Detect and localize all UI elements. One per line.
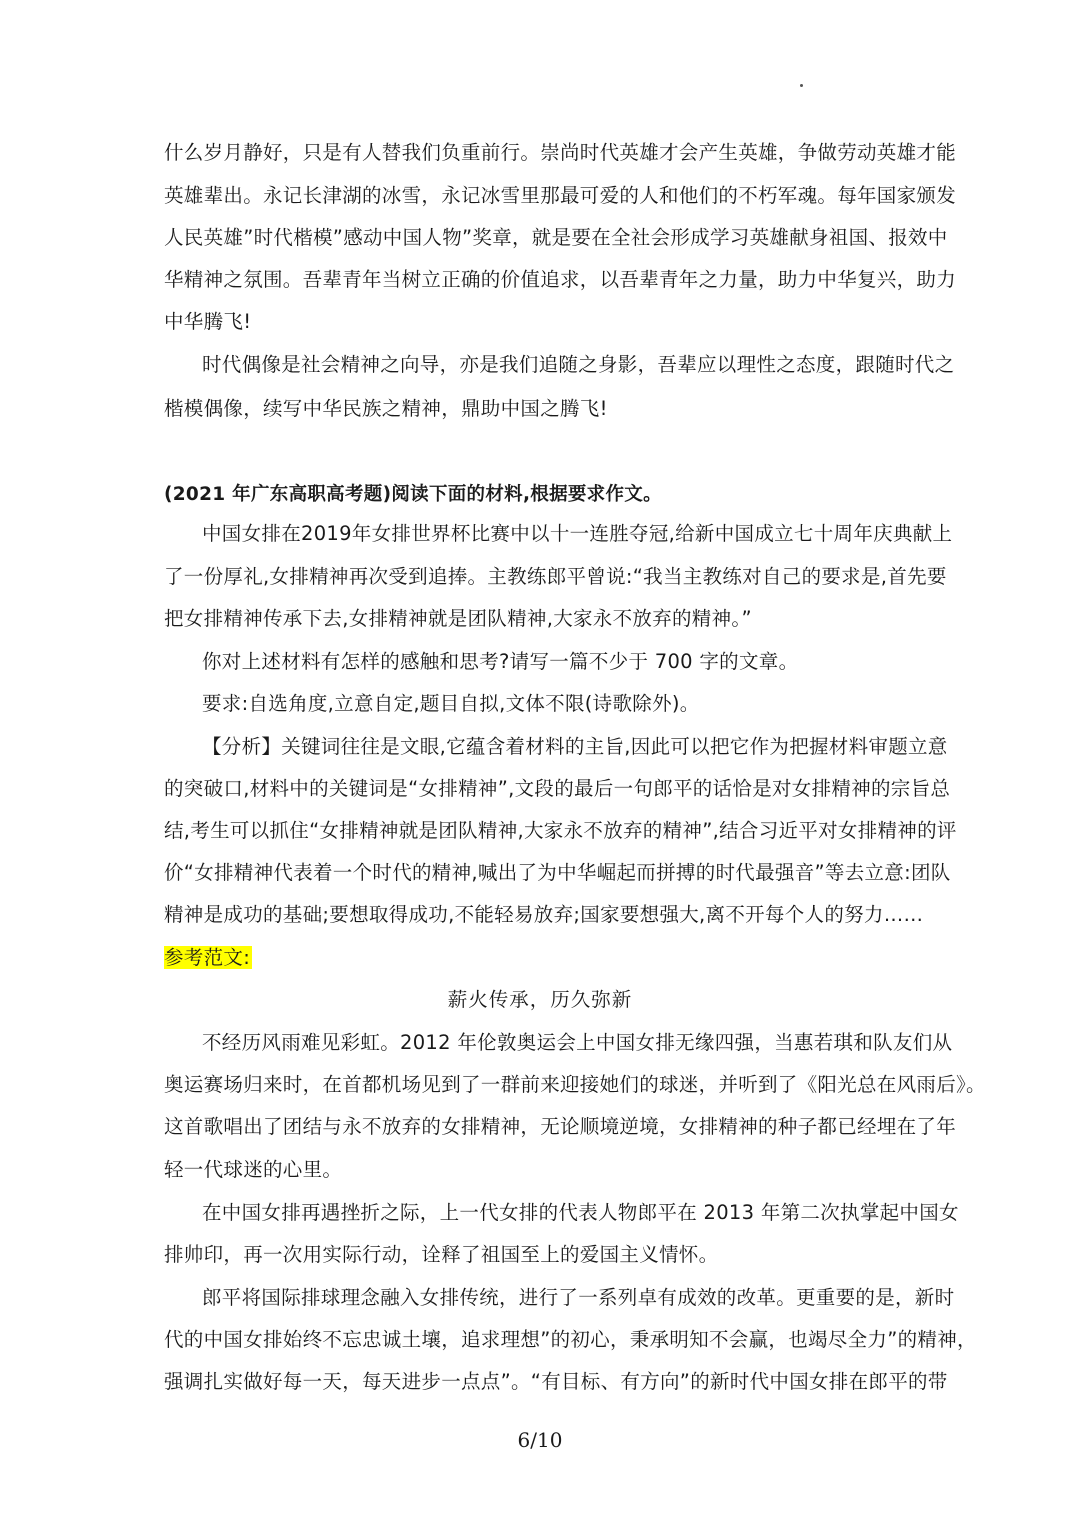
body-line: 时代偶像是社会精神之向导，亦是我们追随之身影，吾辈应以理性之态度，跟随时代之 [202, 353, 955, 376]
scan-dot [800, 84, 803, 87]
essay-line: 这首歌唱出了团结与永不放弃的女排精神，无论顺境逆境，女排精神的种子都已经埋在了年 [164, 1115, 957, 1138]
body-line: 什么岁月静好，只是有人替我们负重前行。崇尚时代英雄才会产生英雄，争做劳动英雄才能 [164, 141, 957, 164]
body-line: 英雄辈出。永记长津湖的冰雪，永记冰雪里那最可爱的人和他们的不朽军魂。每年国家颁发 [164, 184, 957, 207]
analysis-line: 价“女排精神代表着一个时代的精神,喊出了为中华崛起而拼搏的时代最强音”等去立意:团队 [164, 861, 951, 884]
analysis-line: 结,考生可以抓住“女排精神就是团队精神,大家永不放弃的精神”,结合习近平对女排精神的评 [164, 819, 957, 842]
body-line: 人民英雄”时代楷模”感动中国人物”奖章，就是要在全社会形成学习英雄献身祖国、报效中 [164, 226, 948, 249]
essay-line: 奥运赛场归来时，在首都机场见到了一群前来迎接她们的球迷，并听到了《阳光总在风雨后》。 [164, 1073, 986, 1096]
essay-title: 薪火传承，历久弥新 [447, 988, 633, 1011]
body-line: 楷模偶像，续写中华民族之精神，鼎助中国之腾飞! [164, 397, 608, 420]
material-line: 了一份厚礼,女排精神再次受到追捧。主教练郎平曾说:“我当主教练对自己的要求是,首先要 [164, 565, 947, 588]
material-line: 中国女排在2019年女排世界杯比赛中以十一连胜夺冠,给新中国成立七十周年庆典献上 [202, 522, 953, 545]
body-line: 华精神之氛围。吾辈青年当树立正确的价值追求，以吾辈青年之力量，助力中华复兴，助力 [164, 268, 957, 291]
page-number: 6/10 [517, 1428, 563, 1452]
essay-line: 郎平将国际排球理念融入女排传统，进行了一系列卓有成效的改革。更重要的是，新时 [202, 1286, 955, 1309]
analysis-line: 的突破口,材料中的关键词是“女排精神”,文段的最后一句郎平的话恰是对女排精神的宗旨总 [164, 777, 951, 800]
sample-essay-label: 参考范文: [164, 946, 251, 969]
analysis-line: 精神是成功的基础;要想取得成功,不能轻易放弃;国家要想强大,离不开每个人的努力…… [164, 903, 924, 926]
essay-line: 轻一代球迷的心里。 [164, 1158, 343, 1181]
question-heading: (2021 年广东高职高考题)阅读下面的材料,根据要求作文。 [164, 484, 662, 505]
material-line: 把女排精神传承下去,女排精神就是团队精神,大家永不放弃的精神。” [164, 607, 752, 630]
question-prompt: 你对上述材料有怎样的感触和思考?请写一篇不少于 700 字的文章。 [202, 650, 799, 673]
analysis-line: 【分析】关键词往往是文眼,它蕴含着材料的主旨,因此可以把它作为把握材料审题立意 [202, 735, 948, 758]
question-requirements: 要求:自选角度,立意自定,题目自拟,文体不限(诗歌除外)。 [202, 692, 700, 715]
sample-essay-label-row [164, 944, 252, 972]
essay-line: 不经历风雨难见彩虹。2012 年伦敦奥运会上中国女排无缘四强，当惠若琪和队友们从 [202, 1031, 953, 1054]
body-line: 中华腾飞! [164, 310, 252, 333]
essay-line: 代的中国女排始终不忘忠诚土壤，追求理想”的初心，秉承明知不会赢，也竭尽全力”的精神， [164, 1328, 977, 1351]
essay-line: 排帅印，再一次用实际行动，诠释了祖国至上的爱国主义情怀。 [164, 1243, 719, 1266]
essay-line: 强调扎实做好每一天，每天进步一点点”。“有目标、有方向”的新时代中国女排在郎平的带 [164, 1370, 948, 1393]
essay-line: 在中国女排再遇挫折之际，上一代女排的代表人物郎平在 2013 年第二次执掌起中国女 [202, 1201, 959, 1224]
